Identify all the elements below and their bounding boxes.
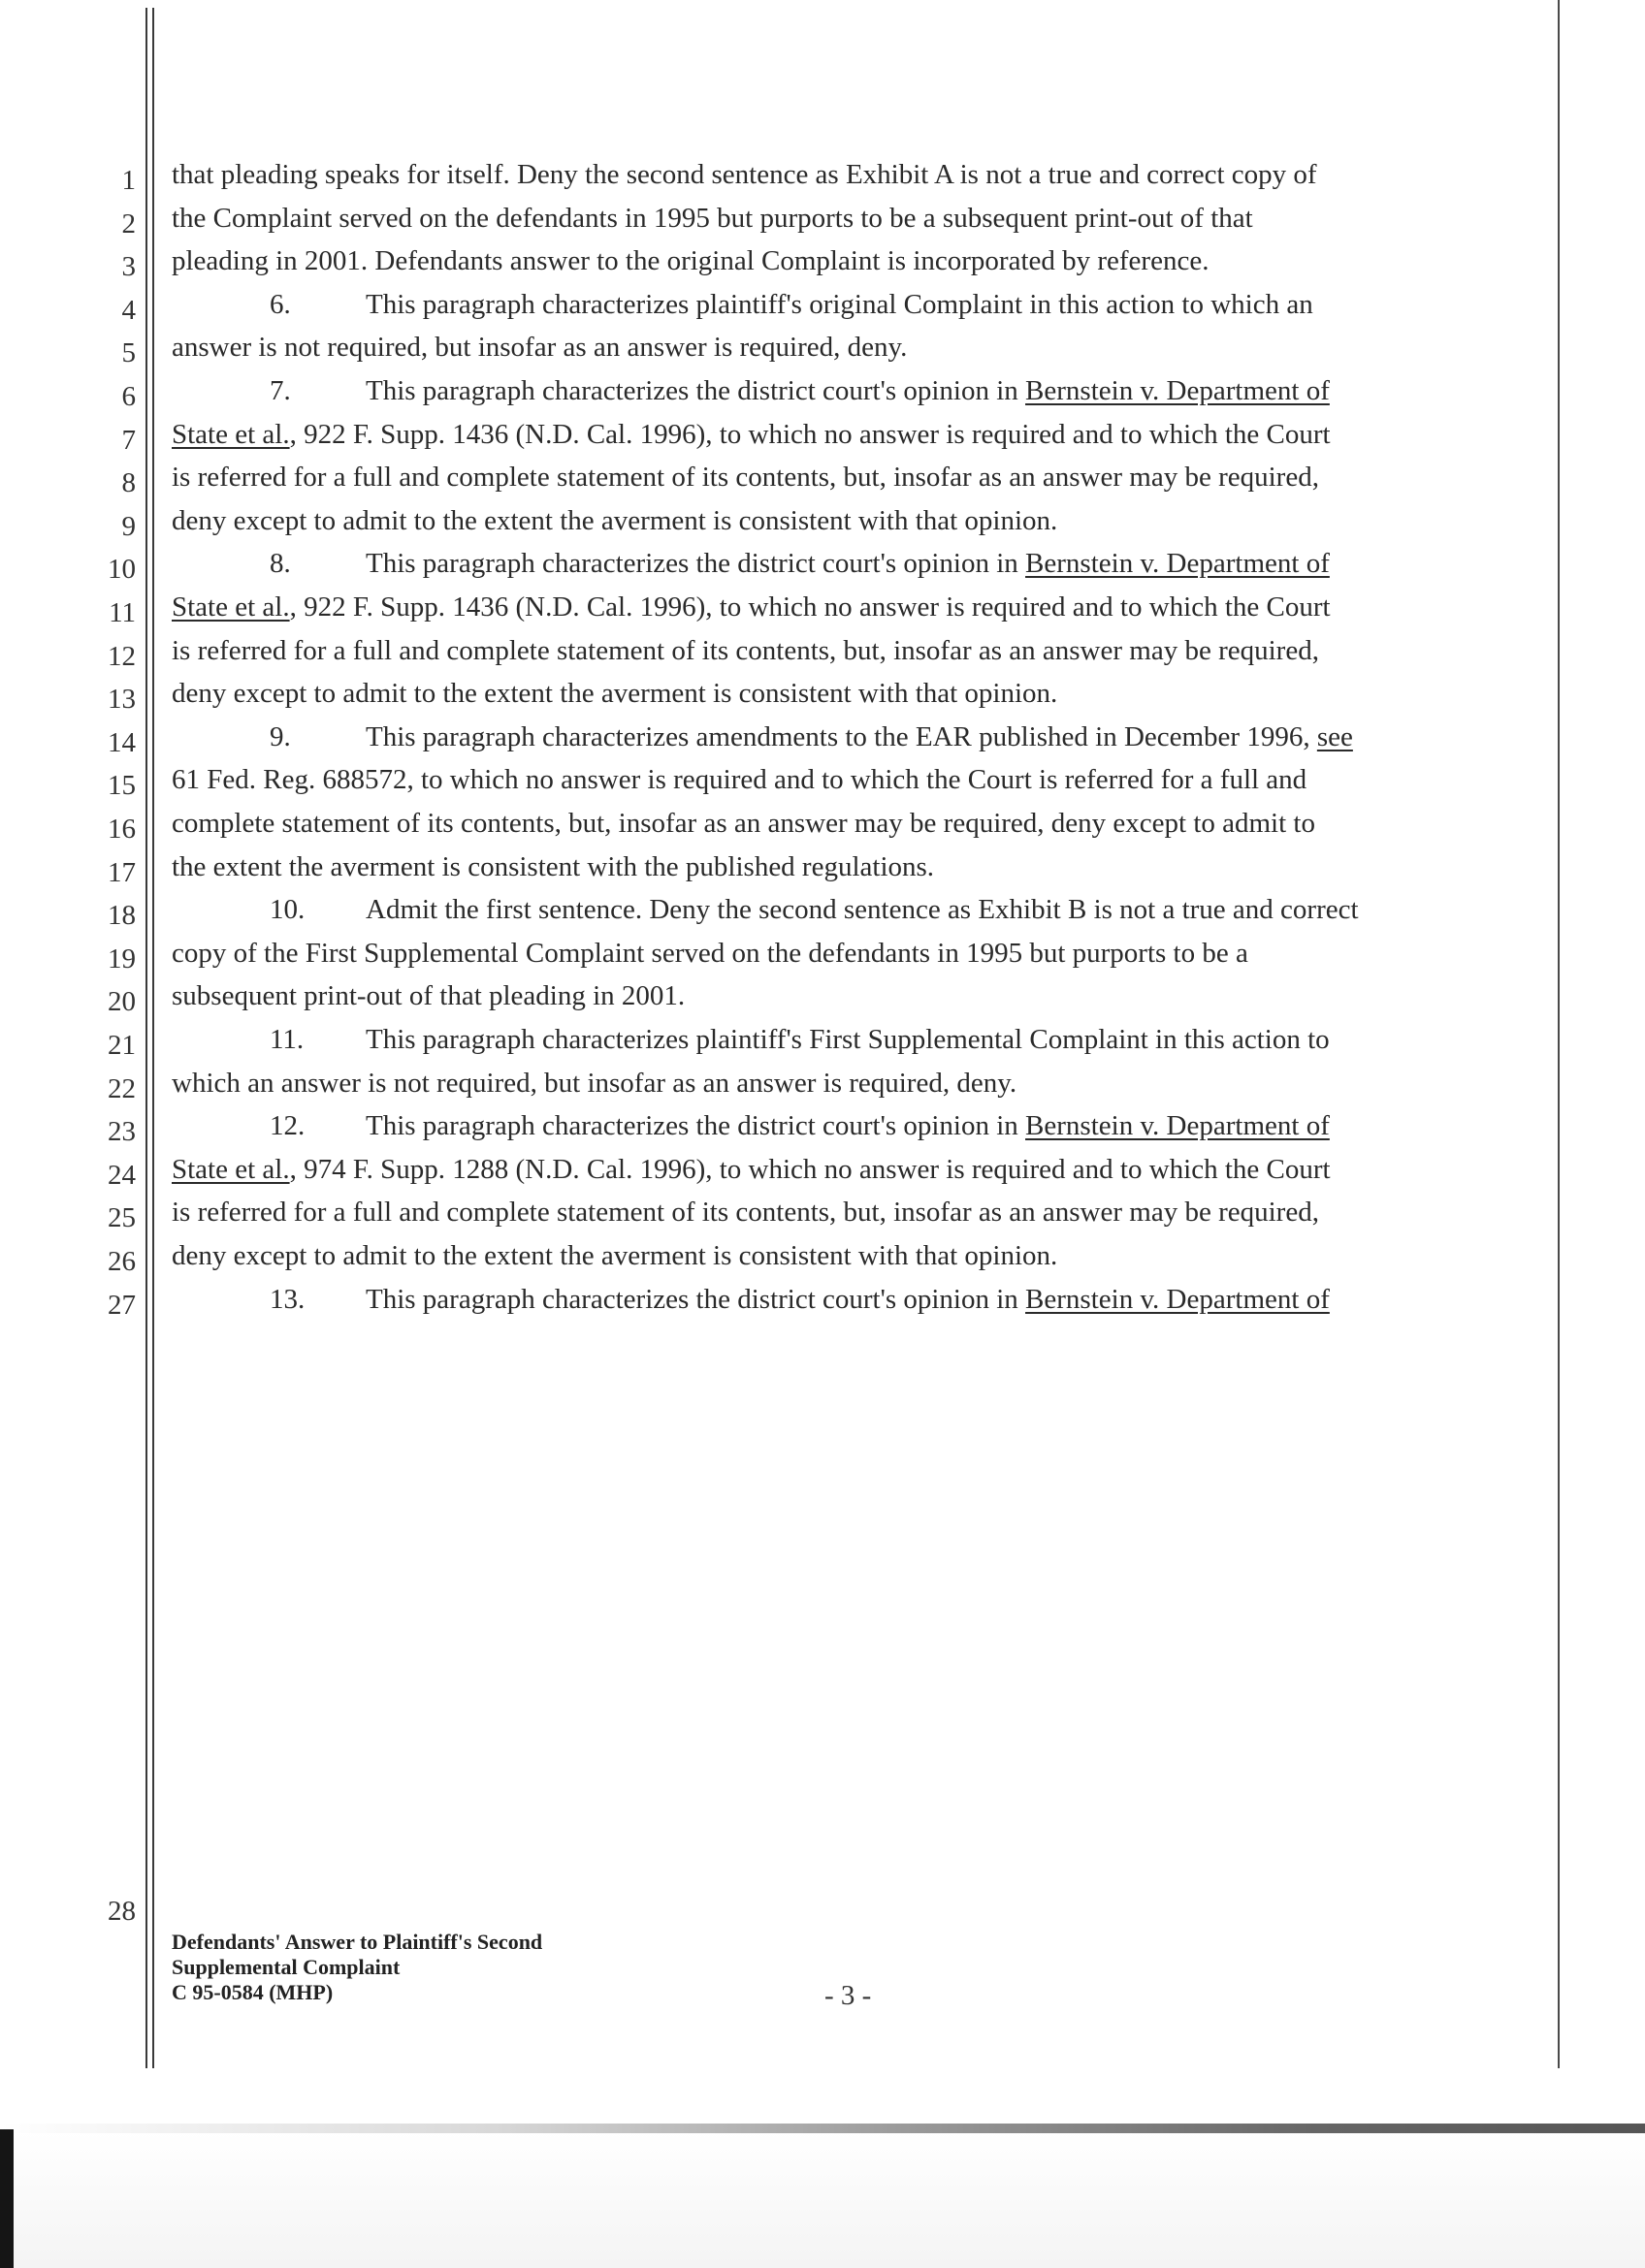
paragraph-number: 10. [270, 894, 306, 925]
line-text: the Complaint served on the defendants in 1995 but purports to be a subsequent print-out of that [172, 203, 1253, 234]
line-text: is referred for a full and complete statement of its contents, but, insofar as an answer may be required, [172, 462, 1319, 493]
line-text: that pleading speaks for itself. Deny the second sentence as Exhibit A is not a true and correct copy of [172, 159, 1317, 190]
text-line [172, 980, 685, 1012]
line-number: 18 [108, 900, 136, 931]
case-citation: State et al. [172, 1154, 290, 1185]
page-number: - 3 - [824, 1980, 872, 2011]
left-margin-rule [145, 8, 147, 2068]
line-text: This paragraph characterizes the district court's opinion in [366, 1110, 1026, 1141]
line-number: 6 [121, 381, 136, 412]
footer-title-line1: Defendants' Answer to Plaintiff's Second [172, 1930, 543, 1954]
text-line [172, 462, 1319, 494]
line-text: This paragraph characterizes the district court's opinion in [366, 375, 1026, 406]
line-number: 11 [109, 597, 136, 628]
line-number: 28 [108, 1896, 136, 1927]
line-text: , 974 F. Supp. 1288 (N.D. Cal. 1996), to which no answer is required and to which the Court [289, 1154, 1331, 1185]
scanner-background [0, 2131, 1645, 2268]
line-text: pleading in 2001. Defendants answer to the original Complaint is incorporated by reference. [172, 245, 1210, 276]
paragraph-number: 9. [270, 721, 291, 752]
line-text: deny except to admit to the extent the averment is consistent with that opinion. [172, 1240, 1058, 1271]
line-text: the extent the averment is consistent with the published regulations. [172, 851, 935, 882]
text-line [270, 548, 1330, 580]
case-citation: Bernstein v. Department of [1025, 1110, 1330, 1141]
text-line [172, 1197, 1319, 1229]
text-line [172, 635, 1319, 667]
text-line [172, 419, 1331, 451]
line-number: 22 [108, 1073, 136, 1104]
line-text: answer is not required, but insofar as an answer is required, deny. [172, 332, 908, 363]
paragraph-number: 13. [270, 1284, 306, 1315]
case-citation: Bernstein v. Department of [1025, 1284, 1330, 1315]
paragraph-number: 11. [270, 1024, 305, 1055]
paper-edge-shadow [0, 2124, 1645, 2133]
line-number: 20 [108, 986, 136, 1017]
right-margin-rule [1558, 0, 1560, 2068]
line-number: 10 [108, 554, 136, 585]
footer-caption [172, 1930, 542, 2005]
text-line [172, 851, 934, 883]
text-line [172, 245, 1209, 277]
line-text: This paragraph characterizes the district court's opinion in [366, 548, 1026, 579]
text-line [172, 1154, 1331, 1186]
case-citation: see [1316, 721, 1353, 752]
case-citation: Bernstein v. Department of [1025, 375, 1330, 406]
text-line [270, 894, 1359, 926]
line-number: 26 [108, 1246, 136, 1277]
line-number: 12 [108, 641, 136, 672]
footer-title-line2: Supplemental Complaint [172, 1955, 401, 1979]
text-line [270, 1024, 1330, 1056]
text-line [172, 678, 1057, 710]
scanner-edge [0, 2129, 14, 2268]
line-number: 7 [121, 425, 136, 456]
text-line [270, 721, 1353, 753]
line-text: complete statement of its contents, but, insofar as an answer may be required, deny except to admit to [172, 808, 1315, 839]
text-line [172, 591, 1331, 623]
text-line [270, 1284, 1330, 1316]
line-text: This paragraph characterizes plaintiff's original Complaint in this action to which an [366, 289, 1313, 320]
text-line [270, 1110, 1330, 1142]
left-margin-rule [152, 8, 154, 2068]
line-number: 2 [121, 208, 136, 240]
line-number: 24 [108, 1160, 136, 1191]
line-text: subsequent print-out of that pleading in 2001. [172, 980, 686, 1011]
text-line [270, 375, 1330, 407]
line-number: 17 [108, 857, 136, 888]
line-number: 8 [121, 467, 136, 498]
line-text: Admit the first sentence. Deny the second sentence as Exhibit B is not a true and correct [366, 894, 1359, 925]
case-citation: State et al. [172, 419, 290, 450]
text-line [172, 332, 907, 364]
line-text: This paragraph characterizes the district court's opinion in [366, 1284, 1026, 1315]
line-text: deny except to admit to the extent the averment is consistent with that opinion. [172, 505, 1058, 536]
text-line [172, 505, 1057, 537]
line-number: 23 [108, 1116, 136, 1147]
line-number: 15 [108, 770, 136, 801]
line-text: copy of the First Supplemental Complaint served on the defendants in 1995 but purports to be a [172, 938, 1248, 969]
paragraph-number: 6. [270, 289, 291, 320]
line-text: is referred for a full and complete statement of its contents, but, insofar as an answer may be required, [172, 1197, 1319, 1228]
line-text: 61 Fed. Reg. 688572, to which no answer is required and to which the Court is referred for a full and [172, 764, 1307, 795]
case-citation: State et al. [172, 591, 290, 623]
line-number: 13 [108, 684, 136, 715]
line-text: , 922 F. Supp. 1436 (N.D. Cal. 1996), to which no answer is required and to which the Court [289, 591, 1331, 623]
case-citation: Bernstein v. Department of [1025, 548, 1330, 579]
text-line [172, 808, 1315, 840]
line-text: , 922 F. Supp. 1436 (N.D. Cal. 1996), to which no answer is required and to which the Court [289, 419, 1331, 450]
line-text: deny except to admit to the extent the averment is consistent with that opinion. [172, 678, 1058, 709]
line-number: 16 [108, 814, 136, 845]
line-number: 14 [108, 727, 136, 758]
text-line [172, 1068, 1016, 1100]
line-number: 19 [108, 943, 136, 974]
text-line [172, 1240, 1057, 1272]
paragraph-number: 8. [270, 548, 291, 579]
line-number: 1 [121, 165, 136, 196]
line-number: 3 [121, 251, 136, 282]
text-line [172, 203, 1253, 235]
text-line [172, 764, 1306, 796]
line-number: 4 [121, 295, 136, 326]
line-number: 27 [108, 1290, 136, 1321]
line-number: 21 [108, 1030, 136, 1061]
text-line [172, 159, 1317, 191]
line-number: 25 [108, 1202, 136, 1233]
text-line [172, 938, 1248, 970]
paragraph-number: 7. [270, 375, 291, 406]
line-text: This paragraph characterizes plaintiff's First Supplemental Complaint in this action to [366, 1024, 1330, 1055]
text-line [270, 289, 1313, 321]
case-number: C 95-0584 (MHP) [172, 1980, 334, 2004]
line-text: This paragraph characterizes amendments to the EAR published in December 1996, [366, 721, 1317, 752]
line-number: 5 [121, 337, 136, 368]
line-text: is referred for a full and complete statement of its contents, but, insofar as an answer may be required, [172, 635, 1319, 666]
line-text: which an answer is not required, but insofar as an answer is required, deny. [172, 1068, 1017, 1099]
line-number: 9 [121, 511, 136, 542]
paragraph-number: 12. [270, 1110, 306, 1141]
